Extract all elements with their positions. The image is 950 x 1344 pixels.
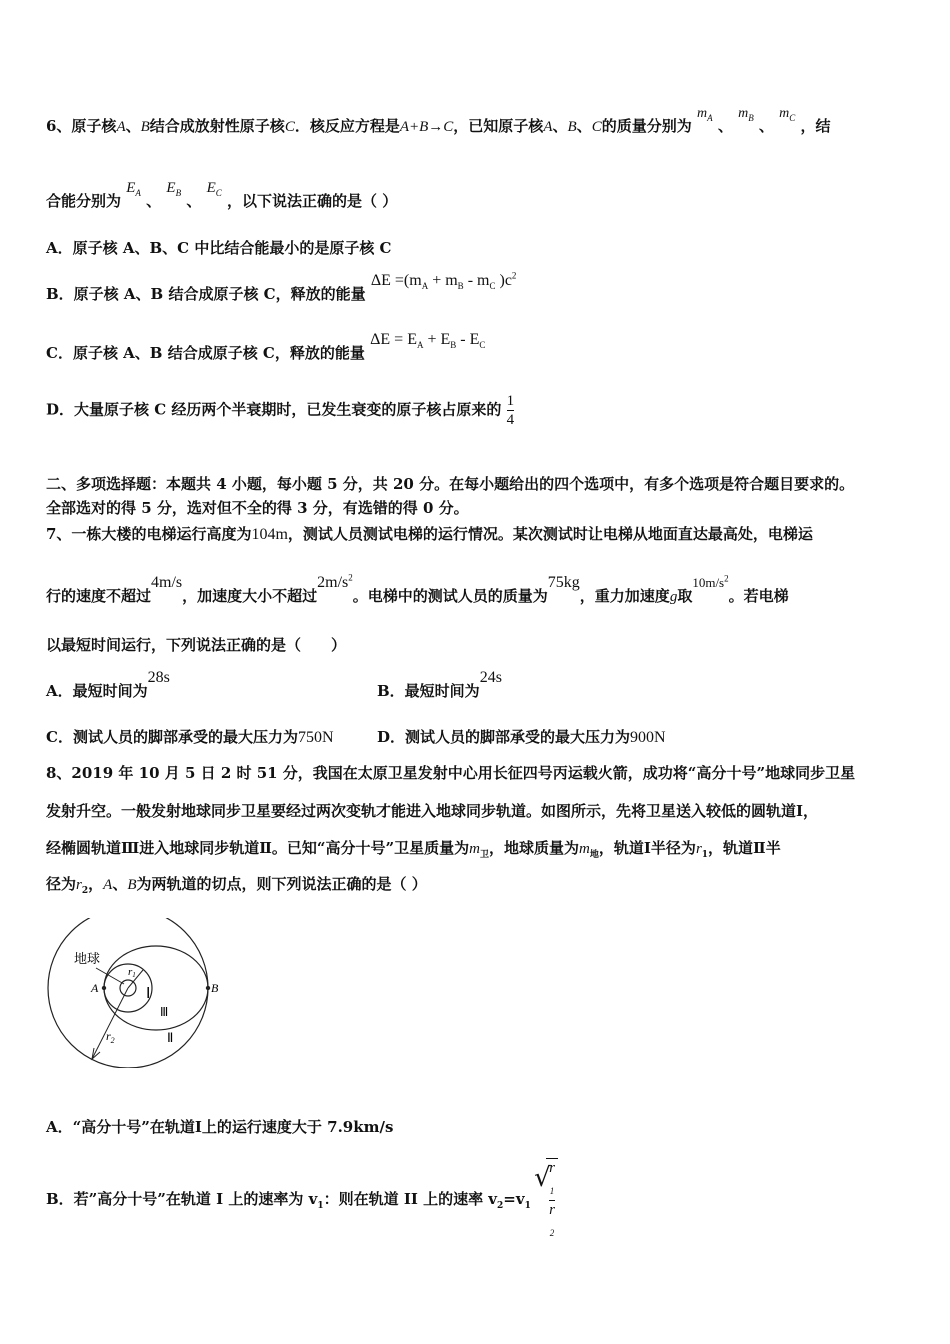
q8-stem-line4: 径为$r_2$，A、B为两轨道的切点，则下列说法正确的是（ ）	[46, 875, 427, 896]
q8-stem-line1: 8、2019 年 10 月 5 日 2 时 51 分，我国在太原卫星发射中心用长征四号丙运载火箭，成功将“高分十号”地球同步卫星	[46, 764, 856, 782]
r2-arrow-head	[92, 1048, 100, 1059]
q7-stem-line1: 7、一栋大楼的电梯运行高度为104m，测试人员测试电梯的运行情况。某次测试时让电梯从地面直达最高处，电梯运	[46, 525, 813, 543]
q7-option-b: B．最短时间为24s	[377, 669, 502, 700]
r2-label: $r_2$	[106, 1029, 115, 1045]
q8-stem-line2: 发射升空。一般发射地球同步卫星要经过两次变轨才能进入地球同步轨道。如图所示，先将卫星送入较低的圆轨道Ⅰ，	[46, 802, 819, 820]
q6-option-b: B．原子核 A、B 结合成原子核 C，释放的能量 $\Delta E =(m_A + m_B - m_C$ )$c^2$	[46, 270, 517, 303]
fraction-one-quarter: $\frac{1}{4}$	[506, 393, 515, 428]
q6-option-d: D．大量原子核 C 经历两个半衰期时，已发生衰变的原子核占原来的 $\frac{1}{4}$	[46, 393, 515, 428]
mass-a: $m_A$	[696, 106, 713, 123]
q8-option-a: A．“高分十号”在轨道Ⅰ上的运行速度大于 7.9km/s	[46, 1118, 394, 1136]
q6-option-c: C．原子核 A、B 结合成原子核 C，释放的能量 $\Delta E = E_A + E_B - E_C$	[46, 331, 486, 362]
section2-line2: 全部选对的得 5 分，选对但不全的得 3 分，有选错的得 0 分。	[46, 499, 469, 517]
mass-b: $m_B$	[738, 106, 754, 123]
earth-label: 地球	[74, 952, 101, 967]
earth-pointer-line	[96, 968, 124, 984]
point-b-label: B	[211, 981, 219, 995]
q7-stem-line2: 行的速度不超过4m/s，加速度大小不超过$2m/s^2$。电梯中的测试人员的质量为75kg，重力加速度g取$10m/s^2$。若电梯	[46, 572, 789, 605]
orbit-ii-label: Ⅱ	[167, 1030, 174, 1045]
energy-b: $E_B$	[166, 180, 182, 198]
q8-stem-line3: 经椭圆轨道Ⅲ进入地球同步轨道Ⅱ。已知“高分十号”卫星质量为$m_卫$，地球质量为$m_地$，轨道Ⅰ半径为$r_1$，轨道Ⅱ半	[46, 839, 781, 860]
q6-stem-line1: 6、原子核A、B结合成放射性原子核C．核反应方程是A+B→C，已知原子核A、B、C的质量分别为 $m_A$ 、 $m_B$ 、 $m_C$ ，结	[46, 106, 831, 135]
section2-line1: 二、多项选择题：本题共 4 小题，每小题 5 分，共 20 分。在每小题给出的四个选项中，有多个选项是符合题目要求的。	[46, 475, 855, 493]
q7-stem-line3: 以最短时间运行，下列说法正确的是（ ）	[46, 636, 347, 654]
orbit-ii-circle	[48, 918, 208, 1068]
orbit-diagram	[44, 918, 244, 1068]
point-b-dot	[206, 986, 210, 990]
mass-c: $m_C$	[779, 106, 796, 123]
orbit-iii-label: Ⅲ	[160, 1005, 169, 1019]
q6-stem-line2: 合能分别为 $E_A$ 、 $E_B$ 、 $E_C$ ，以下说法正确的是（ ）	[46, 180, 398, 210]
sqrt-ratio: √ r $_1$ r $_2$	[546, 1158, 558, 1242]
q7-option-c: C．测试人员的脚部承受的最大压力为750N	[46, 728, 334, 746]
q7-option-a: A．最短时间为28s	[46, 669, 170, 700]
formula-b: $\Delta E =(m_A + m_B - m_C$ )$c^2$	[370, 270, 517, 292]
q6-option-a: A．原子核 A、B、C 中比结合能最小的是原子核 C	[46, 239, 392, 257]
point-a-label: A	[91, 981, 99, 995]
formula-c: $\Delta E = E_A + E_B - E_C$	[370, 331, 486, 351]
r1-label: r1	[128, 966, 136, 979]
energy-c: $E_C$	[206, 180, 222, 198]
q8-option-b: B．若”高分十号”在轨道 I 上的速率为 $v_1$：则在轨道 II 上的速率 $v_2=v_1$ √ r $_1$ r $_2$	[46, 1158, 558, 1242]
point-a-dot	[102, 986, 106, 990]
q7-option-d: D．测试人员的脚部承受的最大压力为900N	[377, 728, 666, 746]
energy-a: $E_A$	[126, 180, 141, 198]
r2-radius-line	[92, 988, 128, 1059]
orbit-i-label: Ⅰ	[146, 986, 151, 1002]
